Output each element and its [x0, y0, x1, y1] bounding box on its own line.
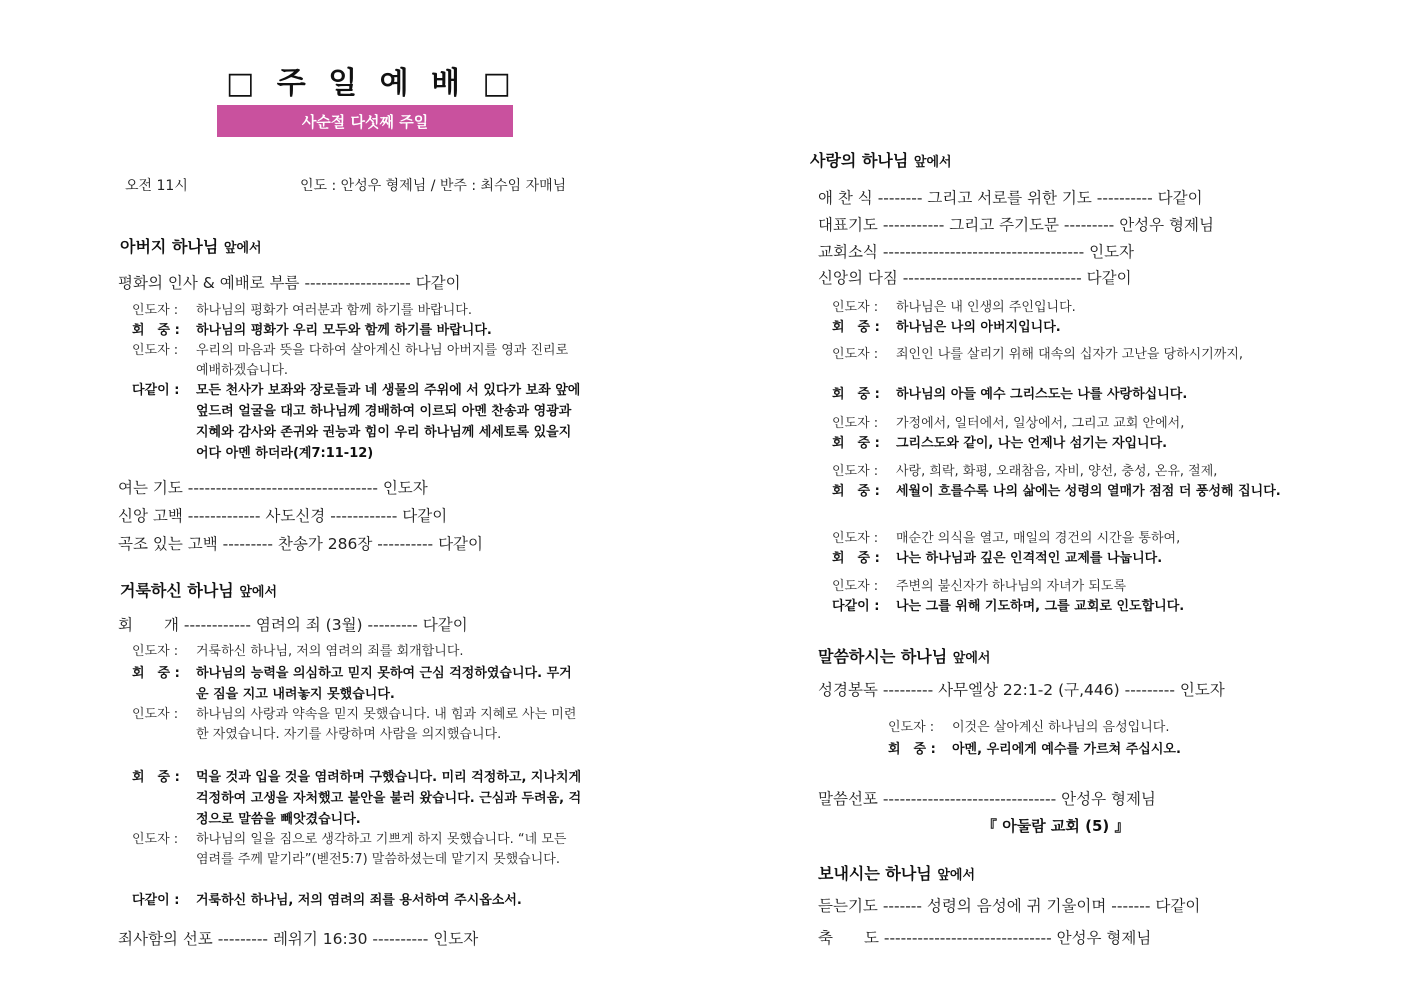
order-item: 여는 기도 ---------------------------------- 인도자	[118, 479, 428, 497]
responsive-line: 회 중 : 아멘, 우리에게 예수를 가르쳐 주십시오.	[888, 742, 1181, 757]
subtitle-banner	[217, 105, 513, 137]
responsive-line: 회 중 : 하나님의 평화가 우리 모두와 함께 하기를 바랍니다.	[132, 323, 492, 338]
section-heading: 보내시는 하나님 앞에서	[818, 864, 976, 883]
order-item: 교회소식 ------------------------------------ 인도자	[818, 243, 1135, 261]
section-heading: 말씀하시는 하나님 앞에서	[818, 647, 991, 666]
responsive-line: 인도자 : 죄인인 나를 살리기 위해 대속의 십자가 고난을 당하시기까지,	[832, 347, 1244, 362]
responsive-line: 회 중 : 하나님의 능력을 의심하고 믿지 못하여 근심 걱정하였습니다. 무거운 짐을 지고 내려놓지 못했습니다.	[132, 666, 572, 702]
responsive-line: 회 중 : 하나님의 아들 예수 그리스도는 나를 사랑하십니다.	[832, 387, 1188, 402]
page-title: □ 주 일 예 배 □	[226, 66, 517, 101]
responsive-line: 다같이 : 모든 천사가 보좌와 장로들과 네 생물의 주위에 서 있다가 보좌 앞에 엎드려 얼굴을 대고 하나님께 경배하여 이르되 아멘 찬송과 영광과 지혜와 감사와 존귀와 권능과 힘이 우리 하나님께 세세토록 있을지어다 아멘 하더라(계7:11-12)	[132, 383, 581, 461]
order-item: 말씀선포 ------------------------------- 안성우 형제님	[818, 790, 1156, 808]
responsive-line: 회 중 : 그리스도와 같이, 나는 언제나 섬기는 자입니다.	[832, 436, 1168, 451]
responsive-line: 인도자 : 거룩하신 하나님, 저의 염려의 죄를 회개합니다.	[132, 644, 464, 659]
responsive-line: 인도자 : 사랑, 희락, 화평, 오래참음, 자비, 양선, 충성, 온유, 절제,	[832, 464, 1218, 479]
responsive-line: 인도자 : 하나님의 평화가 여러분과 함께 하기를 바랍니다.	[132, 303, 472, 318]
responsive-line: 다같이 : 나는 그를 위해 기도하며, 그를 교회로 인도합니다.	[832, 599, 1185, 614]
responsive-line: 다같이 : 거룩하신 하나님, 저의 염려의 죄를 용서하여 주시옵소서.	[132, 893, 522, 908]
order-item: 평화의 인사 & 예배로 부름 ------------------- 다같이	[118, 274, 461, 292]
responsive-line: 인도자 : 주변의 불신자가 하나님의 자녀가 되도록	[832, 579, 1127, 594]
order-item: 신앙 고백 ------------- 사도신경 ------------ 다같이	[118, 507, 448, 525]
section-heading: 거룩하신 하나님 앞에서	[120, 581, 278, 600]
responsive-line: 회 중 : 하나님은 나의 아버지입니다.	[832, 320, 1061, 335]
order-item: 죄사함의 선포 --------- 레위기 16:30 ---------- 인도자	[118, 930, 479, 948]
sermon-title: 『 아둘람 교회 (5) 』	[982, 817, 1130, 835]
responsive-line: 인도자 : 하나님의 사랑과 약속을 믿지 못했습니다. 내 힘과 지혜로 사는 미련한 자였습니다. 자기를 사랑하며 사람을 의지했습니다.	[132, 707, 577, 742]
responsive-line: 인도자 : 이것은 살아계신 하나님의 음성입니다.	[888, 720, 1170, 735]
responsive-line: 인도자 : 가정에서, 일터에서, 일상에서, 그리고 교회 안에서,	[832, 416, 1185, 431]
responsive-line: 인도자 : 하나님은 내 인생의 주인입니다.	[832, 300, 1076, 315]
service-time: 오전 11시	[125, 178, 188, 194]
order-item: 신앙의 다짐 -------------------------------- 다같이	[818, 269, 1132, 287]
order-item: 듣는기도 ------- 성령의 음성에 귀 기울이며 ------- 다같이	[818, 897, 1201, 915]
responsive-line: 인도자 : 우리의 마음과 뜻을 다하여 살아계신 하나님 아버지를 영과 진리로 예배하겠습니다.	[132, 343, 569, 378]
responsive-line: 회 중 : 세월이 흐를수록 나의 삶에는 성령의 열매가 점점 더 풍성해 집니다.	[832, 484, 1281, 499]
service-leaders: 인도 : 안성우 형제님 / 반주 : 최수임 자매님	[300, 178, 567, 194]
subtitle-text: 사순절 다섯째 주일	[301, 112, 429, 131]
order-item: 곡조 있는 고백 --------- 찬송가 286장 ---------- 다같이	[118, 535, 483, 553]
order-item: 회 개 ------------ 염려의 죄 (3월) --------- 다같이	[118, 616, 468, 634]
responsive-line: 회 중 : 나는 하나님과 깊은 인격적인 교제를 나눕니다.	[832, 551, 1163, 566]
order-item: 애 찬 식 -------- 그리고 서로를 위한 기도 ---------- 다같이	[818, 189, 1203, 207]
order-item: 대표기도 ----------- 그리고 주기도문 --------- 안성우 형제님	[818, 216, 1214, 234]
order-item: 축 도 ------------------------------ 안성우 형제님	[818, 929, 1152, 947]
section-heading: 아버지 하나님 앞에서	[120, 237, 262, 256]
responsive-line: 인도자 : 매순간 의식을 열고, 매일의 경건의 시간을 통하여,	[832, 531, 1181, 546]
section-heading: 사랑의 하나님 앞에서	[810, 151, 952, 170]
order-item: 성경봉독 --------- 사무엘상 22:1-2 (구,446) --------- 인도자	[818, 681, 1225, 699]
responsive-line: 회 중 : 먹을 것과 입을 것을 염려하며 구했습니다. 미리 걱정하고, 지나치게 걱정하여 고생을 자처했고 불안을 불러 왔습니다. 근심과 두려움, 걱정으로 말씀을 빼앗겼습니다.	[132, 770, 582, 827]
responsive-line: 인도자 : 하나님의 일을 짐으로 생각하고 기쁘게 하지 못했습니다. “네 모든 염려를 주께 맡기라”(벧전5:7) 말씀하셨는데 맡기지 못했습니다.	[132, 832, 567, 867]
